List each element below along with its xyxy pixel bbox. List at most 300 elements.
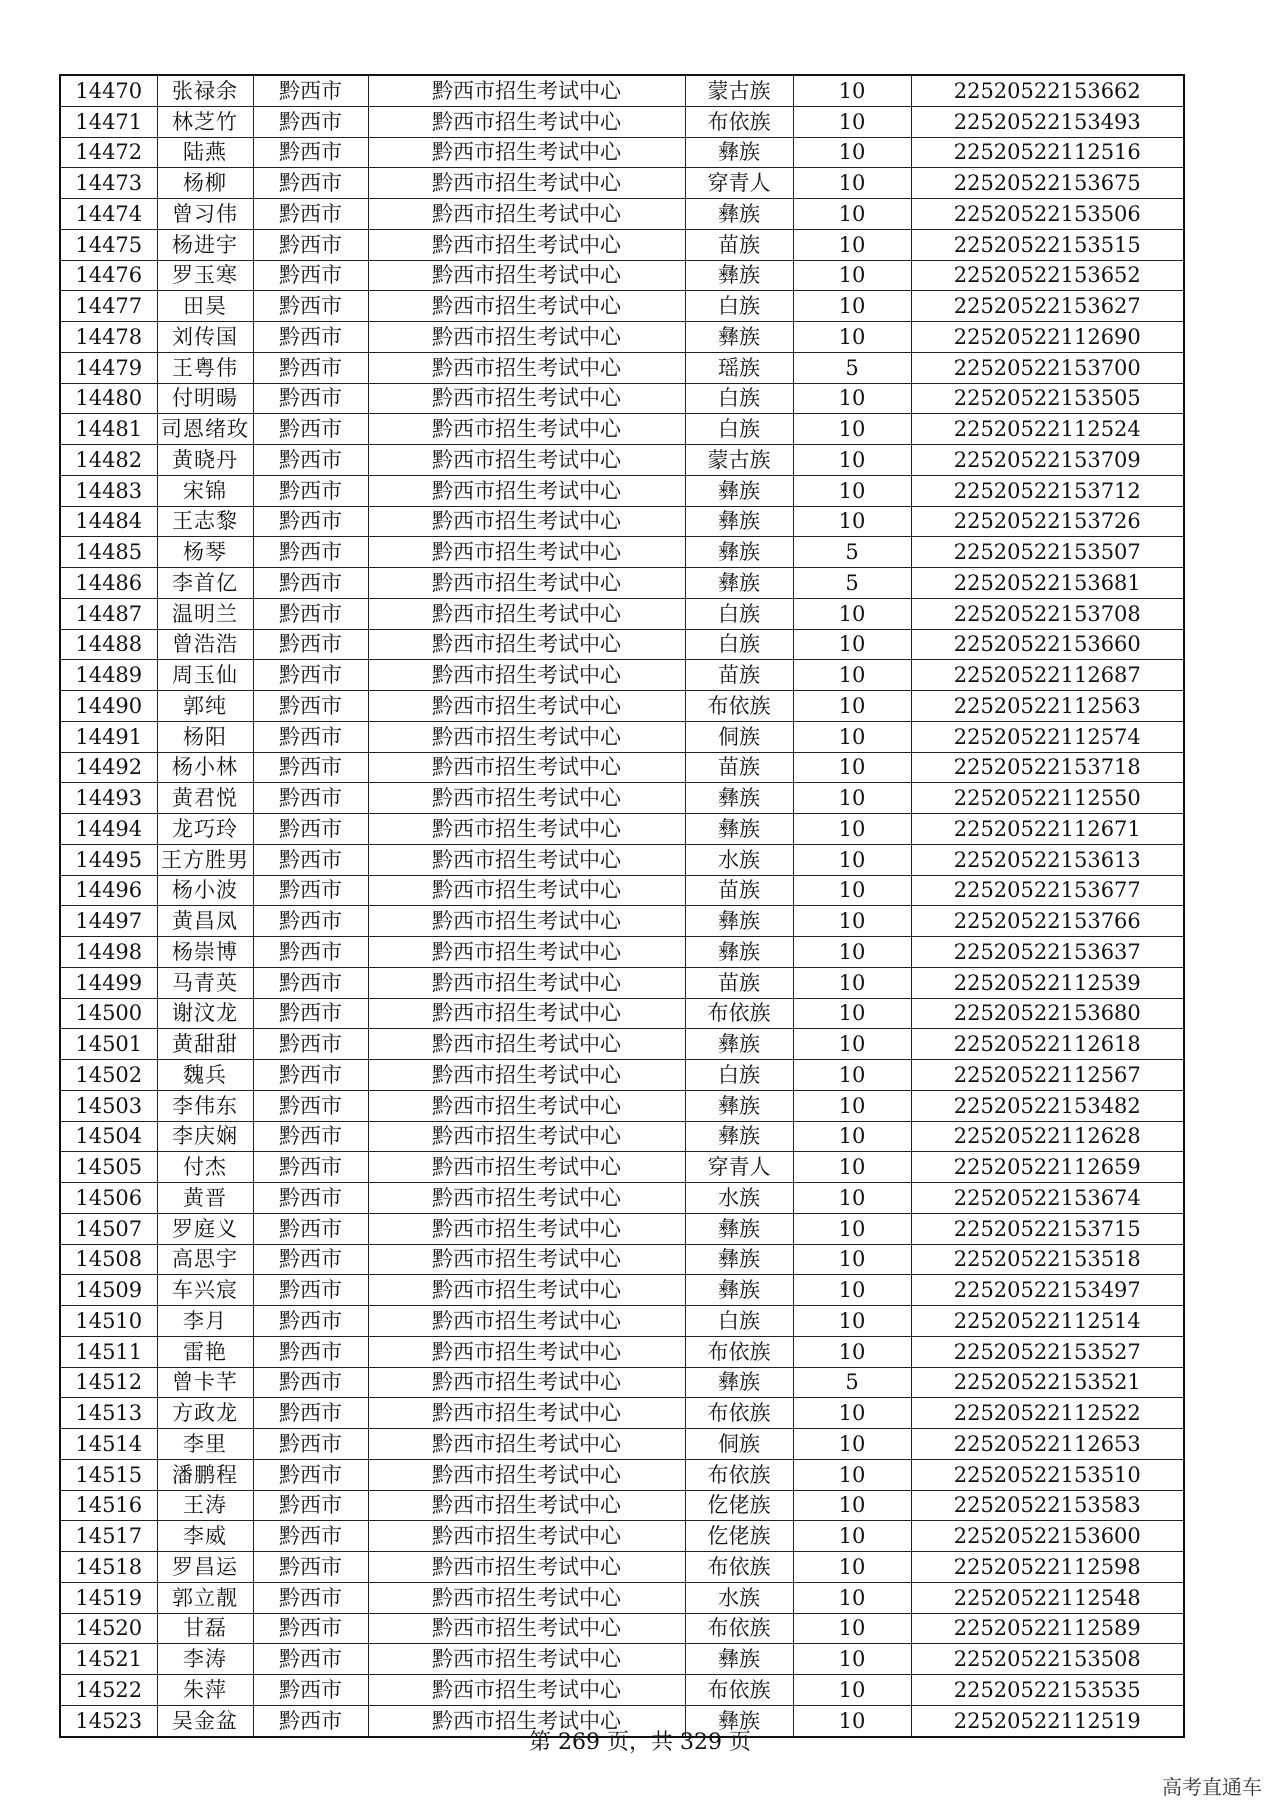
city-cell: 黔西市 [253,875,368,906]
seq-number-cell: 14514 [60,1429,157,1460]
bonus-score-cell: 5 [793,1367,911,1398]
table-row [60,598,1184,629]
table-row [60,1367,1184,1398]
exam-center-cell: 黔西市招生考试中心 [368,1121,685,1152]
ethnicity-cell: 苗族 [685,967,793,998]
seq-number-cell: 14510 [60,1306,157,1337]
name-cell: 李庆娴 [157,1121,253,1152]
city-cell: 黔西市 [253,1183,368,1214]
name-cell: 陆燕 [157,137,253,168]
exam-id-cell: 22520522153662 [911,75,1184,106]
exam-id-cell: 22520522112598 [911,1552,1184,1583]
name-cell: 林芝竹 [157,106,253,137]
seq-number-cell: 14497 [60,906,157,937]
name-cell: 黄昌凤 [157,906,253,937]
city-cell: 黔西市 [253,475,368,506]
exam-id-cell: 22520522153583 [911,1490,1184,1521]
city-cell: 黔西市 [253,937,368,968]
table-row [60,537,1184,568]
seq-number-cell: 14506 [60,1183,157,1214]
bonus-score-cell: 10 [793,414,911,445]
bonus-score-cell: 10 [793,1613,911,1644]
name-cell: 李月 [157,1306,253,1337]
table-row [60,906,1184,937]
exam-center-cell: 黔西市招生考试中心 [368,998,685,1029]
ethnicity-cell: 仡佬族 [685,1490,793,1521]
bonus-score-cell: 10 [793,598,911,629]
name-cell: 马青英 [157,967,253,998]
ethnicity-cell: 彝族 [685,906,793,937]
name-cell: 曾浩浩 [157,629,253,660]
ethnicity-cell: 水族 [685,1183,793,1214]
table-row [60,783,1184,814]
ethnicity-cell: 侗族 [685,721,793,752]
exam-center-cell: 黔西市招生考试中心 [368,1552,685,1583]
exam-center-cell: 黔西市招生考试中心 [368,1336,685,1367]
exam-id-cell: 22520522112514 [911,1306,1184,1337]
bonus-score-cell: 10 [793,1459,911,1490]
table-row [60,229,1184,260]
ethnicity-cell: 彝族 [685,322,793,353]
ethnicity-cell: 蒙古族 [685,75,793,106]
bonus-score-cell: 5 [793,352,911,383]
table-row [60,752,1184,783]
table-row [60,814,1184,845]
seq-number-cell: 14516 [60,1490,157,1521]
city-cell: 黔西市 [253,844,368,875]
ethnicity-cell: 侗族 [685,1429,793,1460]
bonus-score-cell: 10 [793,1521,911,1552]
exam-center-cell: 黔西市招生考试中心 [368,1459,685,1490]
bonus-score-cell: 10 [793,168,911,199]
ethnicity-cell: 白族 [685,291,793,322]
name-cell: 吴金盆 [157,1705,253,1736]
table-row [60,967,1184,998]
table-row [60,1336,1184,1367]
exam-id-cell: 22520522112618 [911,1029,1184,1060]
seq-number-cell: 14513 [60,1398,157,1429]
city-cell: 黔西市 [253,1552,368,1583]
seq-number-cell: 14490 [60,691,157,722]
table-row [60,1675,1184,1706]
bonus-score-cell: 10 [793,629,911,660]
exam-center-cell: 黔西市招生考试中心 [368,1090,685,1121]
name-cell: 李涛 [157,1644,253,1675]
table-row [60,75,1184,106]
ethnicity-cell: 彝族 [685,260,793,291]
table-row [60,260,1184,291]
seq-number-cell: 14507 [60,1213,157,1244]
exam-id-cell: 22520522153497 [911,1275,1184,1306]
name-cell: 李威 [157,1521,253,1552]
ethnicity-cell: 彝族 [685,568,793,599]
name-cell: 田昊 [157,291,253,322]
name-cell: 方政龙 [157,1398,253,1429]
name-cell: 周玉仙 [157,660,253,691]
name-cell: 王涛 [157,1490,253,1521]
city-cell: 黔西市 [253,137,368,168]
exam-id-cell: 22520522153506 [911,199,1184,230]
exam-center-cell: 黔西市招生考试中心 [368,260,685,291]
exam-center-cell: 黔西市招生考试中心 [368,967,685,998]
exam-center-cell: 黔西市招生考试中心 [368,199,685,230]
bonus-score-cell: 10 [793,1705,911,1736]
city-cell: 黔西市 [253,1644,368,1675]
ethnicity-cell: 白族 [685,1306,793,1337]
table-row [60,352,1184,383]
exam-center-cell: 黔西市招生考试中心 [368,168,685,199]
bonus-score-cell: 10 [793,1398,911,1429]
table-row [60,1090,1184,1121]
bonus-score-cell: 10 [793,875,911,906]
city-cell: 黔西市 [253,260,368,291]
city-cell: 黔西市 [253,445,368,476]
city-cell: 黔西市 [253,1521,368,1552]
exam-id-cell: 22520522153493 [911,106,1184,137]
table-row [60,506,1184,537]
exam-id-cell: 22520522112567 [911,1060,1184,1091]
exam-id-cell: 22520522112563 [911,691,1184,722]
bonus-score-cell: 10 [793,1060,911,1091]
exam-id-cell: 22520522112653 [911,1429,1184,1460]
ethnicity-cell: 彝族 [685,1644,793,1675]
name-cell: 曾习伟 [157,199,253,230]
exam-center-cell: 黔西市招生考试中心 [368,629,685,660]
table-row [60,1121,1184,1152]
seq-number-cell: 14483 [60,475,157,506]
ethnicity-cell: 彝族 [685,1244,793,1275]
exam-center-cell: 黔西市招生考试中心 [368,1213,685,1244]
exam-center-cell: 黔西市招生考试中心 [368,506,685,537]
seq-number-cell: 14496 [60,875,157,906]
city-cell: 黔西市 [253,1306,368,1337]
bonus-score-cell: 10 [793,1183,911,1214]
bonus-score-cell: 10 [793,1244,911,1275]
ethnicity-cell: 布依族 [685,1675,793,1706]
table-row [60,1644,1184,1675]
city-cell: 黔西市 [253,1213,368,1244]
exam-id-cell: 22520522153508 [911,1644,1184,1675]
ethnicity-cell: 白族 [685,629,793,660]
exam-center-cell: 黔西市招生考试中心 [368,844,685,875]
ethnicity-cell: 彝族 [685,1275,793,1306]
seq-number-cell: 14482 [60,445,157,476]
candidate-table [59,74,1185,1738]
bonus-score-cell: 10 [793,1429,911,1460]
exam-id-cell: 22520522112548 [911,1582,1184,1613]
seq-number-cell: 14498 [60,937,157,968]
ethnicity-cell: 彝族 [685,199,793,230]
exam-center-cell: 黔西市招生考试中心 [368,568,685,599]
name-cell: 潘鹏程 [157,1459,253,1490]
ethnicity-cell: 仡佬族 [685,1521,793,1552]
ethnicity-cell: 布依族 [685,691,793,722]
exam-center-cell: 黔西市招生考试中心 [368,475,685,506]
exam-id-cell: 22520522112659 [911,1152,1184,1183]
city-cell: 黔西市 [253,414,368,445]
seq-number-cell: 14470 [60,75,157,106]
bonus-score-cell: 10 [793,844,911,875]
exam-id-cell: 22520522153600 [911,1521,1184,1552]
seq-number-cell: 14487 [60,598,157,629]
name-cell: 付明暘 [157,383,253,414]
ethnicity-cell: 彝族 [685,506,793,537]
bonus-score-cell: 10 [793,998,911,1029]
bonus-score-cell: 5 [793,537,911,568]
name-cell: 黄甜甜 [157,1029,253,1060]
bonus-score-cell: 10 [793,1029,911,1060]
exam-center-cell: 黔西市招生考试中心 [368,291,685,322]
name-cell: 付杰 [157,1152,253,1183]
exam-id-cell: 22520522153766 [911,906,1184,937]
ethnicity-cell: 白族 [685,1060,793,1091]
exam-center-cell: 黔西市招生考试中心 [368,691,685,722]
ethnicity-cell: 布依族 [685,998,793,1029]
table-row [60,998,1184,1029]
seq-number-cell: 14484 [60,506,157,537]
table-row [60,1521,1184,1552]
city-cell: 黔西市 [253,1244,368,1275]
ethnicity-cell: 布依族 [685,1552,793,1583]
bonus-score-cell: 10 [793,1306,911,1337]
name-cell: 罗昌运 [157,1552,253,1583]
page-footer: 第 269 页，共 329 页 [529,1730,751,1755]
candidate-table-body [60,75,1184,1737]
name-cell: 车兴宸 [157,1275,253,1306]
ethnicity-cell: 彝族 [685,783,793,814]
exam-id-cell: 22520522153680 [911,998,1184,1029]
seq-number-cell: 14493 [60,783,157,814]
name-cell: 朱萍 [157,1675,253,1706]
exam-id-cell: 22520522153708 [911,598,1184,629]
exam-id-cell: 22520522112550 [911,783,1184,814]
table-row [60,1582,1184,1613]
city-cell: 黔西市 [253,783,368,814]
seq-number-cell: 14473 [60,168,157,199]
exam-center-cell: 黔西市招生考试中心 [368,1705,685,1736]
seq-number-cell: 14479 [60,352,157,383]
exam-id-cell: 22520522153681 [911,568,1184,599]
exam-id-cell: 22520522112516 [911,137,1184,168]
ethnicity-cell: 彝族 [685,1121,793,1152]
bonus-score-cell: 10 [793,1213,911,1244]
ethnicity-cell: 布依族 [685,1459,793,1490]
table-row [60,1213,1184,1244]
bonus-score-cell: 10 [793,1552,911,1583]
seq-number-cell: 14504 [60,1121,157,1152]
ethnicity-cell: 布依族 [685,106,793,137]
seq-number-cell: 14519 [60,1582,157,1613]
exam-center-cell: 黔西市招生考试中心 [368,1429,685,1460]
name-cell: 李首亿 [157,568,253,599]
table-row [60,691,1184,722]
bonus-score-cell: 10 [793,506,911,537]
bonus-score-cell: 10 [793,322,911,353]
table-row [60,475,1184,506]
bonus-score-cell: 10 [793,1121,911,1152]
name-cell: 杨小波 [157,875,253,906]
table-row [60,568,1184,599]
bonus-score-cell: 10 [793,1275,911,1306]
city-cell: 黔西市 [253,291,368,322]
ethnicity-cell: 布依族 [685,1613,793,1644]
seq-number-cell: 14523 [60,1705,157,1736]
name-cell: 杨柳 [157,168,253,199]
bonus-score-cell: 10 [793,1675,911,1706]
city-cell: 黔西市 [253,691,368,722]
watermark-text: 高考直通车 [1162,1775,1262,1799]
bonus-score-cell: 10 [793,106,911,137]
exam-id-cell: 22520522153718 [911,752,1184,783]
city-cell: 黔西市 [253,537,368,568]
city-cell: 黔西市 [253,721,368,752]
exam-id-cell: 22520522112524 [911,414,1184,445]
exam-center-cell: 黔西市招生考试中心 [368,445,685,476]
seq-number-cell: 14476 [60,260,157,291]
exam-id-cell: 22520522112522 [911,1398,1184,1429]
bonus-score-cell: 10 [793,229,911,260]
exam-id-cell: 22520522153700 [911,352,1184,383]
seq-number-cell: 14518 [60,1552,157,1583]
ethnicity-cell: 彝族 [685,137,793,168]
bonus-score-cell: 10 [793,260,911,291]
table-row [60,1029,1184,1060]
table-row [60,660,1184,691]
name-cell: 雷艳 [157,1336,253,1367]
exam-center-cell: 黔西市招生考试中心 [368,875,685,906]
exam-center-cell: 黔西市招生考试中心 [368,721,685,752]
city-cell: 黔西市 [253,967,368,998]
exam-id-cell: 22520522112574 [911,721,1184,752]
city-cell: 黔西市 [253,998,368,1029]
exam-id-cell: 22520522112687 [911,660,1184,691]
exam-id-cell: 22520522153660 [911,629,1184,660]
exam-id-cell: 22520522112519 [911,1705,1184,1736]
city-cell: 黔西市 [253,1121,368,1152]
seq-number-cell: 14512 [60,1367,157,1398]
exam-center-cell: 黔西市招生考试中心 [368,1582,685,1613]
name-cell: 郭纯 [157,691,253,722]
table-row [60,844,1184,875]
ethnicity-cell: 苗族 [685,875,793,906]
city-cell: 黔西市 [253,1429,368,1460]
city-cell: 黔西市 [253,1060,368,1091]
ethnicity-cell: 彝族 [685,537,793,568]
exam-id-cell: 22520522153535 [911,1675,1184,1706]
seq-number-cell: 14489 [60,660,157,691]
name-cell: 杨崇博 [157,937,253,968]
ethnicity-cell: 彝族 [685,1090,793,1121]
name-cell: 王粤伟 [157,352,253,383]
table-row [60,629,1184,660]
seq-number-cell: 14503 [60,1090,157,1121]
bonus-score-cell: 10 [793,199,911,230]
exam-center-cell: 黔西市招生考试中心 [368,137,685,168]
bonus-score-cell: 10 [793,906,911,937]
table-row [60,137,1184,168]
exam-id-cell: 22520522112589 [911,1613,1184,1644]
exam-center-cell: 黔西市招生考试中心 [368,1367,685,1398]
exam-center-cell: 黔西市招生考试中心 [368,1521,685,1552]
exam-id-cell: 22520522153510 [911,1459,1184,1490]
exam-center-cell: 黔西市招生考试中心 [368,1490,685,1521]
city-cell: 黔西市 [253,168,368,199]
ethnicity-cell: 彝族 [685,1705,793,1736]
name-cell: 李里 [157,1429,253,1460]
exam-center-cell: 黔西市招生考试中心 [368,660,685,691]
exam-center-cell: 黔西市招生考试中心 [368,1060,685,1091]
ethnicity-cell: 瑶族 [685,352,793,383]
city-cell: 黔西市 [253,1367,368,1398]
exam-id-cell: 22520522153527 [911,1336,1184,1367]
table-row [60,291,1184,322]
city-cell: 黔西市 [253,352,368,383]
exam-center-cell: 黔西市招生考试中心 [368,1675,685,1706]
exam-id-cell: 22520522153627 [911,291,1184,322]
name-cell: 郭立靓 [157,1582,253,1613]
bonus-score-cell: 10 [793,660,911,691]
ethnicity-cell: 穿青人 [685,1152,793,1183]
seq-number-cell: 14515 [60,1459,157,1490]
exam-center-cell: 黔西市招生考试中心 [368,783,685,814]
exam-id-cell: 22520522153482 [911,1090,1184,1121]
city-cell: 黔西市 [253,106,368,137]
exam-id-cell: 22520522153505 [911,383,1184,414]
city-cell: 黔西市 [253,383,368,414]
exam-center-cell: 黔西市招生考试中心 [368,1306,685,1337]
bonus-score-cell: 10 [793,1152,911,1183]
city-cell: 黔西市 [253,752,368,783]
city-cell: 黔西市 [253,322,368,353]
exam-center-cell: 黔西市招生考试中心 [368,752,685,783]
seq-number-cell: 14477 [60,291,157,322]
ethnicity-cell: 苗族 [685,752,793,783]
bonus-score-cell: 5 [793,568,911,599]
exam-center-cell: 黔西市招生考试中心 [368,322,685,353]
exam-id-cell: 22520522153712 [911,475,1184,506]
table-row [60,875,1184,906]
ethnicity-cell: 彝族 [685,475,793,506]
seq-number-cell: 14481 [60,414,157,445]
exam-id-cell: 22520522112539 [911,967,1184,998]
seq-number-cell: 14522 [60,1675,157,1706]
name-cell: 宋锦 [157,475,253,506]
name-cell: 黄晓丹 [157,445,253,476]
name-cell: 杨进宇 [157,229,253,260]
exam-center-cell: 黔西市招生考试中心 [368,1244,685,1275]
exam-center-cell: 黔西市招生考试中心 [368,106,685,137]
city-cell: 黔西市 [253,568,368,599]
city-cell: 黔西市 [253,906,368,937]
bonus-score-cell: 10 [793,1336,911,1367]
ethnicity-cell: 彝族 [685,1213,793,1244]
ethnicity-cell: 彝族 [685,937,793,968]
city-cell: 黔西市 [253,1336,368,1367]
city-cell: 黔西市 [253,229,368,260]
ethnicity-cell: 水族 [685,1582,793,1613]
name-cell: 黄晋 [157,1183,253,1214]
city-cell: 黔西市 [253,1275,368,1306]
exam-id-cell: 22520522112628 [911,1121,1184,1152]
seq-number-cell: 14486 [60,568,157,599]
table-row [60,1275,1184,1306]
name-cell: 杨阳 [157,721,253,752]
bonus-score-cell: 10 [793,691,911,722]
city-cell: 黔西市 [253,598,368,629]
city-cell: 黔西市 [253,1705,368,1736]
city-cell: 黔西市 [253,1459,368,1490]
table-row [60,1306,1184,1337]
